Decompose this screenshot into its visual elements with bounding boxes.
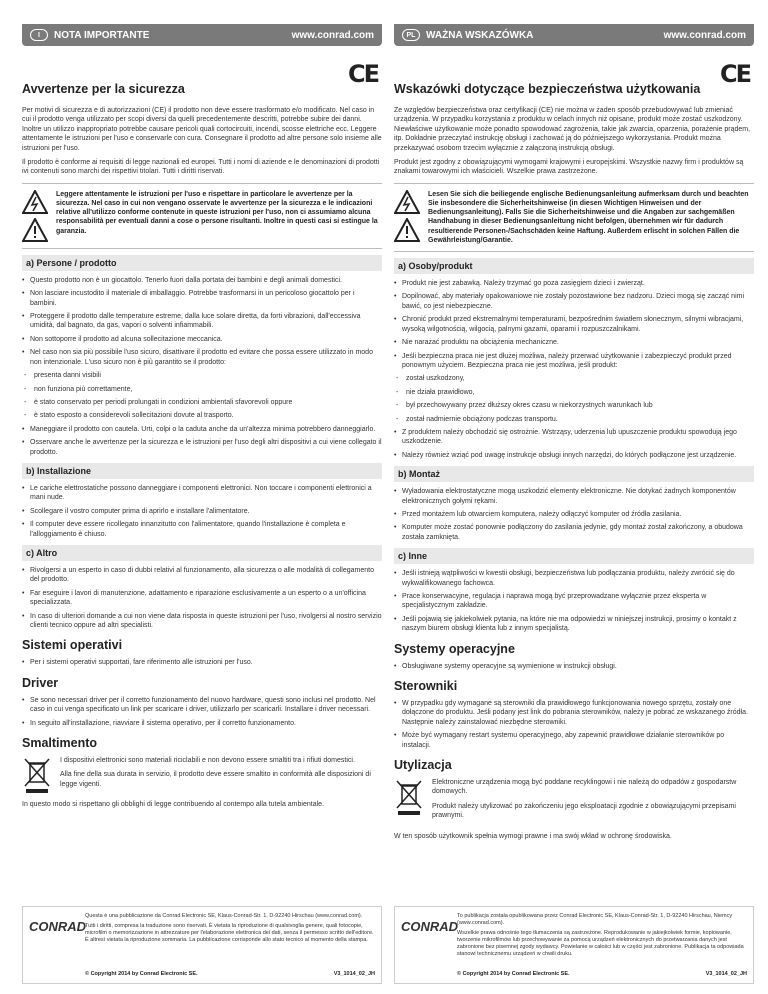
driver-list xyxy=(394,699,754,750)
list-item: - è stato esposto a considerevoli sollecitazioni dovute al trasporto. xyxy=(22,411,382,420)
os-title: Systemy operacyjne xyxy=(394,641,515,656)
safety-title: Avvertenze per la sicurezza xyxy=(22,82,185,96)
persons-list xyxy=(22,276,382,457)
list-item: • Dopilnować, aby materiały opakowaniowe nie zostały pozostawione bez nadzoru. Dzieci mogą się zacząć nimi bawić, co jest niebezpieczne. xyxy=(394,292,754,311)
list-item: • Chronić produkt przed ekstremalnymi temperaturami, bezpośrednim światłem słonecznym, silnymi wibracjami, wysoką wilgotnością, wilgocią, palnymi gazami, oparami i rozpuszczalnikami. xyxy=(394,315,754,334)
list-item: • Proteggere il prodotto dalle temperature estreme, dalla luce solare diretta, da forti vibrazioni, dall'eccessiva umidità, dal bagnato, da gas, vapori o solventi infiammabili. xyxy=(22,312,382,331)
subsection-installation: b) Montaż xyxy=(394,466,754,482)
list-item: • Produkt nie jest zabawką. Należy trzymać go poza zasięgiem dzieci i zwierząt. xyxy=(394,279,754,288)
driver-list xyxy=(22,696,382,728)
right-footer xyxy=(394,906,754,984)
language-badge: PL xyxy=(402,29,420,41)
subsection-other: c) Altro xyxy=(22,545,382,561)
left-footer xyxy=(22,906,382,984)
list-item: • Jeśli istnieją wątpliwości w kwestii obsługi, bezpieczeństwa lub podłączania produktu, należy zwrócić się do wykwalifikowanego fachowca. xyxy=(394,569,754,588)
list-item: • Wyładowania elektrostatyczne mogą uszkodzić elementy elektroniczne. Nie dotykać żadnych komponentów elektronicznych gołymi rękami. xyxy=(394,487,754,506)
website-link[interactable]: www.conrad.com xyxy=(291,29,374,41)
disposal-text-3: W ten sposób użytkownik spełnia wymogi prawne i ma swój wkład w ochronę środowiska. xyxy=(394,832,672,840)
warning-box xyxy=(22,183,382,249)
footer-rights: Wszelkie prawa odnośnie tego tłumaczenia są zastrzeżone. Reprodukowanie w jakiejkolwiek formie, kopiowanie, tworzenie mikrofilmów lub przechowywanie za pomocą urządzeń elektronicznych do przetwarzania danych jest zabronione bez pisemnej zgody wydawcy. Powielanie w całości lub w części jest zabronione. Publikacja ta odpowiada stanowi technicznemu urządzeń w chwili druku. xyxy=(457,930,744,957)
disposal-block xyxy=(394,778,754,826)
list-item: • Przed montażem lub otwarciem komputera, należy odłączyć komputer od źródła zasilania. xyxy=(394,510,754,519)
copyright: © Copyright 2014 by Conrad Electronic SE. xyxy=(85,971,198,977)
list-item: • Scollegare il vostro computer prima di aprirlo e installare l'alimentatore. xyxy=(22,507,382,516)
disposal-title: Utylizacja xyxy=(394,758,452,773)
list-item: • Osservare anche le avvertenze per la sicurezza e le istruzioni per l'uso degli altri dispositivi a cui viene collegato il prodotto. xyxy=(22,438,382,457)
website-link[interactable]: www.conrad.com xyxy=(663,29,746,41)
driver-title: Driver xyxy=(22,675,59,690)
intro-paragraph: Ze względów bezpieczeństwa oraz certyfikacji (CE) nie można w żaden sposób przebudowywać lub zmieniać urządzenia. W przypadku korzystania z produktu w celach innych niż opisane, produkt może zostać uszkodzony. Niewłaściwe użytkowanie może ponadto spowodować zagrożenia, takie jak zwarcia, oparzenia, porażenie prądem, itp. Dokładnie przeczytać instrukcję obsługi i zachować ją do późniejszego wykorzystania. Produkt można przekazywać osobom trzecim wyłącznie z załączoną instrukcją obsługi. xyxy=(394,107,751,152)
list-item: • Il computer deve essere ricollegato innanzitutto con l'alimentatore, quando l'installazione è completa e l'alloggiamento è chiuso. xyxy=(22,520,382,539)
list-item: • Non sottoporre il prodotto ad alcuna sollecitazione meccanica. xyxy=(22,335,382,344)
list-item: - presenta danni visibili xyxy=(22,371,382,380)
intro-paragraph: Per motivi di sicurezza e di autorizzazioni (CE) il prodotto non deve essere trasformato e/o modificato. Nel caso in cui il prodotto venga utilizzato per scopi diversi da quelli precedentemente descritti, potrebbe subire dei danni. Inoltre un utilizzo inappropriato potrebbe causare pericoli quali cortocircuiti, incendi, scosse elettriche ecc. Leggere attentamente le istruzioni per l'uso e conservarle con cura. Consegnare il prodotto ad altre persone solo insieme alle istruzioni per l'uso. xyxy=(22,107,382,152)
list-item: • Nie narażać produktu na obciążenia mechaniczne. xyxy=(394,338,754,347)
footer-rights: Tutti i diritti, compresa la traduzione sono riservati. È vietata la riproduzione di qualsivoglia genere, quali fotocopie, microfilm o memorizzazione in attrezzature per l'elaborazione elettronica dei dati, senza il permesso scritto dell'editore. È altresì vietata la riproduzione sommaria. La pubblicazione corrisponde allo stato tecnico al momento della stampa. xyxy=(85,923,374,943)
other-list xyxy=(394,569,754,633)
version-code: V3_1014_02_JH xyxy=(333,971,375,977)
installation-list xyxy=(22,484,382,539)
warning-box xyxy=(394,183,754,252)
subsection-persons: a) Persone / prodotto xyxy=(22,255,382,271)
version-code: V3_1014_02_JH xyxy=(705,971,747,977)
header-title: NOTA IMPORTANTE xyxy=(54,29,150,41)
list-item: • Far eseguire i lavori di manutenzione, adattamento e riparazione esclusivamente a un esperto o a un'officina specializzata. xyxy=(22,589,382,608)
list-item: • Questo prodotto non è un giocattolo. Tenerlo fuori dalla portata dei bambini e degli animali domestici. xyxy=(22,276,382,285)
warning-icon xyxy=(22,218,48,242)
compliance-paragraph: Produkt jest zgodny z obowiązującymi wymogami krajowymi i europejskimi. Wszystkie nazwy firm i produktów są znakami towarowymi ich właścicieli. Wszelkie prawa zastrzeżone. xyxy=(394,159,744,176)
electric-hazard-icon xyxy=(22,190,48,214)
copyright: © Copyright 2014 by Conrad Electronic SE. xyxy=(457,971,570,977)
list-item: • Se sono necessari driver per il corretto funzionamento del nuovo hardware, questi sono inclusi nel prodotto. Nel caso in cui venga specificato un link per scaricare i driver, utilizzarlo per scaricarli. Installare i driver necessari. xyxy=(22,696,382,715)
conrad-logo: CONRAD xyxy=(29,919,87,934)
list-item: • Z produktem należy obchodzić się ostrożnie. Wstrząsy, uderzenia lub upuszczenie produktu spowodują jego uszkodzenie. xyxy=(394,428,754,447)
safety-title: Wskazówki dotyczące bezpieczeństwa użytkowania xyxy=(394,82,701,96)
list-item: - nie działa prawidłowo, xyxy=(394,388,754,397)
list-item: - był przechowywany przez dłuższy okres czasu w niekorzystnych warunkach lub xyxy=(394,401,754,410)
list-item: • Le cariche elettrostatiche possono danneggiare i componenti elettronici. Non toccare i componenti elettronici a mani nude. xyxy=(22,484,382,503)
os-list xyxy=(394,662,754,671)
list-item: - non funziona più correttamente, xyxy=(22,385,382,394)
left-column xyxy=(22,0,382,815)
electric-hazard-icon xyxy=(394,190,420,214)
disposal-text-2: Alla fine della sua durata in servizio, il prodotto deve essere smaltito in conformità alle disposizioni di legge vigenti. xyxy=(60,771,371,788)
disposal-text-2: Produkt należy utylizować po zakończeniu jego eksploatacji zgodnie z obowiązującymi przepisami prawnymi. xyxy=(432,802,736,820)
subsection-installation: b) Installazione xyxy=(22,463,382,479)
conrad-logo: CONRAD xyxy=(401,919,459,934)
header-bar xyxy=(22,24,382,46)
warning-text: Lesen Sie sich die beiliegende englische Bedienungsanleitung aufmerksam durch und beachten Sie insbesondere die Sicherheitshinweise (in diesen Wichtigen Hinweisen und der Bedienungsanleitung). Falls Sie die Sicherheitshinweise und die Angaben zur sachgemäßen Handhabung in dieser Bedienungsanleitung nicht befolgen, übernehmen wir für dadurch resultierende Personen-/Sachschäden keine Haftung. Außerdem erlischt in solchen Fällen die Gewährleistung/Garantie. xyxy=(428,190,749,244)
list-item: • Jeśli bezpieczna praca nie jest dłużej możliwa, należy przerwać użytkowanie i zabezpieczyć produkt przed ponownym użyciem. Bezpieczna praca nie jest możliwa, jeśli produkt: xyxy=(394,352,754,371)
list-item: • Prace konserwacyjne, regulacja i naprawa mogą być przeprowadzane wyłącznie przez eksperta w specjalistycznym zakładzie. xyxy=(394,592,754,611)
language-badge: I xyxy=(30,29,48,41)
list-item: • Może być wymagany restart systemu operacyjnego, aby zapewnić prawidłowe działanie sterowników po instalacji. xyxy=(394,731,754,750)
disposal-text-1: I dispositivi elettronici sono materiali riciclabili e non devono essere smaltiti tra i rifiuti domestici. xyxy=(60,757,355,765)
list-item: • Rivolgersi a un esperto in caso di dubbi relativi al funzionamento, alla sicurezza o alle modalità di collegamento del prodotto. xyxy=(22,566,382,585)
list-item: - è stato conservato per periodi prolungati in condizioni ambientali sfavorevoli oppure xyxy=(22,398,382,407)
disposal-text-1: Elektroniczne urządzenia mogą być poddane recyklingowi i nie należą do odpadów z gospodarstw domowych. xyxy=(432,779,737,796)
disposal-title: Smaltimento xyxy=(22,736,98,751)
persons-list xyxy=(394,279,754,460)
right-column xyxy=(394,0,754,846)
disposal-block xyxy=(22,756,382,794)
list-item: • Komputer może zostać ponownie podłączony do zasilania jedynie, gdy montaż został zakończony, a obudowa została zamknięta. xyxy=(394,523,754,542)
crossed-bin-icon xyxy=(394,778,424,816)
list-item: - został uszkodzony, xyxy=(394,374,754,383)
os-title: Sistemi operativi xyxy=(22,638,123,653)
warning-icon xyxy=(394,218,420,242)
list-item: • Per i sistemi operativi supportati, fare riferimento alle istruzioni per l'uso. xyxy=(22,658,382,667)
list-item: • Non lasciare incustodito il materiale di imballaggio. Potrebbe trasformarsi in un pericoloso giocattolo per i bambini. xyxy=(22,289,382,308)
compliance-paragraph: Il prodotto è conforme ai requisiti di legge nazionali ed europei. Tutti i nomi di aziende e le denominazioni di prodotti ivi contenuti sono marchi dei rispettivi titolari. Tutti i diritti riservati. xyxy=(22,159,380,176)
list-item: • Maneggiare il prodotto con cautela. Urti, colpi o la caduta anche da un'altezza minima potrebbero danneggiarlo. xyxy=(22,425,382,434)
installation-list xyxy=(394,487,754,542)
subsection-other: c) Inne xyxy=(394,548,754,564)
header-bar xyxy=(394,24,754,46)
crossed-bin-icon xyxy=(22,756,52,794)
list-item: • W przypadku gdy wymagane są sterowniki dla prawidłowego funkcjonowania nowego sprzętu, zostały one dołączone do produktu. Jeśli podany jest link do pobrania sterowników, należy je pobrać ze wskazanego źródła. Następnie należy zainstalować niezbędne sterowniki. xyxy=(394,699,754,727)
ce-mark-icon: CE xyxy=(347,60,378,88)
list-item: • In seguito all'installazione, riavviare il sistema operativo, per il corretto funzionamento. xyxy=(22,719,382,728)
subsection-persons: a) Osoby/produkt xyxy=(394,258,754,274)
os-list xyxy=(22,658,382,667)
list-item: - został nadmiernie obciążony podczas transportu. xyxy=(394,415,754,424)
list-item: • Nel caso non sia più possibile l'uso sicuro, disattivare il prodotto ed evitare che possa essere utilizzato in modo non intenzionale. L'uso sicuro non è più garantito se il prodotto: xyxy=(22,348,382,367)
list-item: • Należy również wziąć pod uwagę instrukcje obsługi innych narzędzi, do których podłączone jest urządzenie. xyxy=(394,451,754,460)
header-title: WAŻNA WSKAZÓWKA xyxy=(426,29,534,41)
footer-publisher: To publikacja została opublikowana przez Conrad Electronic SE, Klaus-Conrad-Str. 1, D-92240 Hirschau, Niemcy (www.conrad.com). xyxy=(457,913,733,926)
list-item: • Jeśli pojawią się jakiekolwiek pytania, na które nie ma odpowiedzi w niniejszej instrukcji, prosimy o kontakt z naszym biurem obsługi klienta lub z innym specjalistą. xyxy=(394,615,754,634)
warning-text: Leggere attentamente le istruzioni per l'uso e rispettare in particolare le avvertenze per la sicurezza. Nel caso in cui non vengano osservate le avvertenze per la sicurezza e le indicazioni relative all'utilizzo conforme contenute in queste istruzioni per l'uso, non ci assumiamo alcuna responsabilità per eventuali danni a cose o persone risultanti. Inoltre in questi casi si estingue la garanzia. xyxy=(56,190,378,235)
list-item: • Obsługiwane systemy operacyjne są wymienione w instrukcji obsługi. xyxy=(394,662,754,671)
ce-mark-icon: CE xyxy=(719,60,750,88)
disposal-text-3: In questo modo si rispettano gli obblighi di legge contribuendo al contempo alla tutela ambientale. xyxy=(22,801,324,809)
driver-title: Sterowniki xyxy=(394,679,458,694)
other-list xyxy=(22,566,382,630)
footer-publisher: Questa è una pubblicazione da Conrad Electronic SE, Klaus-Conrad-Str. 1, D-92240 Hirschau (www.conrad.com). xyxy=(85,913,363,919)
list-item: • In caso di ulteriori domande a cui non viene data risposta in queste istruzioni per l'uso, rivolgersi al nostro servizio clienti tecnico oppure ad altri specialisti. xyxy=(22,612,382,631)
